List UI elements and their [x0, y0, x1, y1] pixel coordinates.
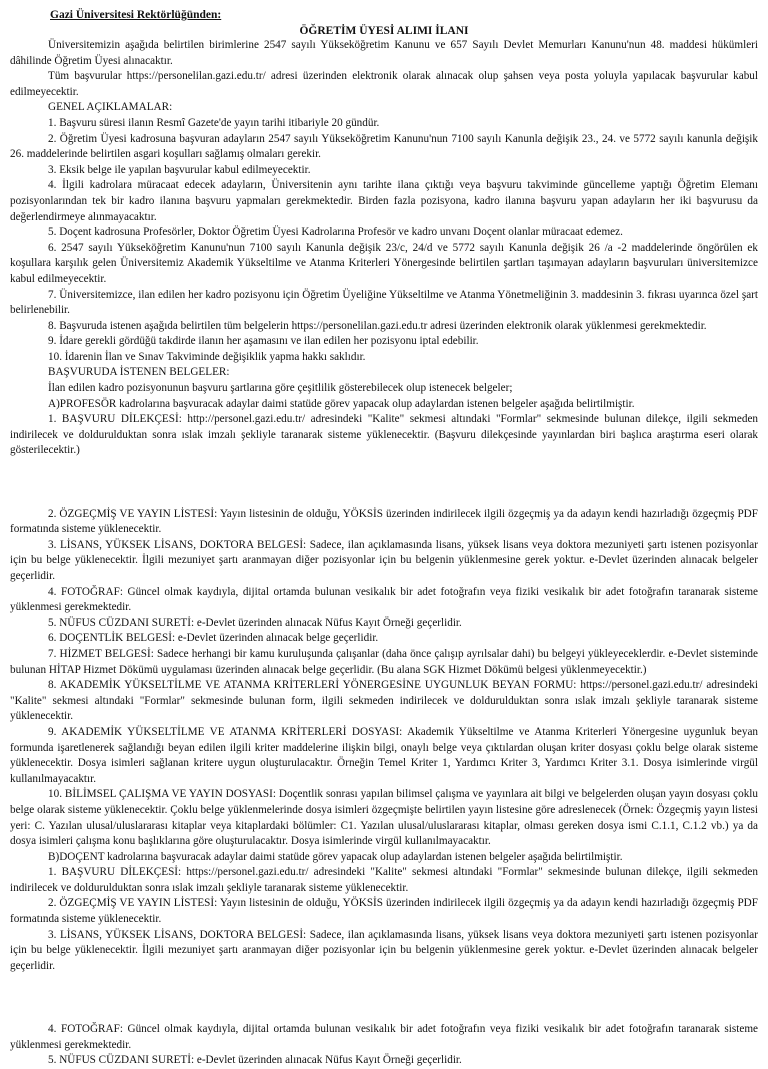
paragraph: 2. ÖZGEÇMİŞ VE YAYIN LİSTESİ: Yayın listesinin de olduğu, YÖKSİS üzerinden indirilecek ilgili özgeçmiş ya da adayın kendi hazırladığı özgeçmiş PDF formatında sisteme yüklenecektir.: [10, 507, 758, 536]
paragraph: 3. Eksik belge ile yapılan başvurular kabul edilmeyecektir.: [48, 163, 311, 176]
paragraph: 4. FOTOĞRAF: Güncel olmak kaydıyla, dijital ortamda bulunan vesikalık bir adet fotoğrafın veya fiziki vesikalık bir adet fotoğrafın taranarak sisteme yüklenmesi gerekmektedir.: [10, 1023, 758, 1051]
paragraph: İlan edilen kadro pozisyonunun başvuru şartlarına göre çeşitlilik gösterebilecek olup istenecek belgeler;: [48, 382, 513, 395]
paragraph: 3. LİSANS, YÜKSEK LİSANS, DOKTORA BELGESİ: Sadece, ilan açıklamasında lisans, yüksek lisans veya doktora mezuniyeti şartı istenen pozisyonlar için bu belge yüklenecektir. İlgili mezuniyet şartı aranmayan diğer pozisyonlar için bu belgenin yüklenmesine gerek yoktur. e-Devlet üzerinden alınacak belgeler geçerlidir.: [10, 538, 758, 582]
paragraph: GENEL AÇIKLAMALAR:: [48, 101, 173, 114]
paragraph: 5. NÜFUS CÜZDANI SURETİ: e-Devlet üzerinden alınacak Nüfus Kayıt Örneği geçerlidir.: [48, 1054, 462, 1067]
paragraph: 8. AKADEMİK YÜKSELTİLME VE ATANMA KRİTERLERİ YÖNERGESİNE UYGUNLUK BEYAN FORMU: https://personel.gazi.edu.tr/ adresindeki "Kalite" sekmesi altındaki "Formlar" sekmesinde bulunan form, ilgili sekmeden indirilecek ve doldurulduktan sonra ıslak imzalı şekliyle taranarak sisteme yüklenecektir.: [10, 679, 758, 723]
paragraph: 1. Başvuru süresi ilanın Resmî Gazete'de yayın tarihi itibariyle 20 gündür.: [48, 116, 380, 129]
paragraph: A)PROFESÖR kadrolarına başvuracak adaylar daimi statüde görev yapacak olup adaylardan istenen belgeler aşağıda belirtilmiştir.: [48, 397, 635, 410]
paragraph: 5. NÜFUS CÜZDANI SURETİ: e-Devlet üzerinden alınacak Nüfus Kayıt Örneği geçerlidir.: [48, 616, 462, 629]
paragraph: BAŞVURUDA İSTENEN BELGELER:: [48, 366, 230, 379]
paragraph: 1. BAŞVURU DİLEKÇESİ: http://personel.gazi.edu.tr/ adresindeki "Kalite" sekmesi altındaki "Formlar" sekmesinde bulunan dilekçe, ilgili sekmeden indirilecek ve doldurulduktan sonra ıslak imzalı şekliyle taranarak sisteme yüklenecektir. (Başvuru dilekçesinde yayınlardan biri başlıca araştırma eseri olarak gösterilecektir.): [10, 413, 758, 457]
document-title: ÖĞRETİM ÜYESİ ALIMI İLANI: [299, 25, 469, 37]
paragraph: 10. İdarenin İlan ve Sınav Takviminde değişiklik yapma hakkı saklıdır.: [48, 350, 366, 363]
paragraph: 6. 2547 sayılı Yükseköğretim Kanunu'nun 7100 sayılı Kanunla değişik 23/c, 24/d ve 5772 sayılı Kanunla değişik 26 /a -2 maddelerinde öngörülen ek koşullara karşılık gelen Üniversitemiz Akademik Yükseltilme ve Atanma Kriterleri Yönergesinde belirtilen şartları taşımayan adayların başvuruları üniversitemizce kabul edilmeyecektir.: [10, 241, 758, 285]
paragraph: 2. Öğretim Üyesi kadrosuna başvuran adayların 2547 sayılı Yükseköğretim Kanunu'nun 7100 sayılı Kanunla değişik 23., 24. ve 5772 sayılı kanunla değişik 26. maddelerinde belirtilen asgari koşulları sağlamış olmaları gerekir.: [10, 132, 758, 161]
paragraph: 9. İdare gerekli gördüğü takdirde ilanın her aşamasını ve ilan edilen her pozisyonu iptal edebilir.: [48, 335, 479, 348]
document-body: [10, 38, 758, 1069]
paragraph: 2. ÖZGEÇMİŞ VE YAYIN LİSTESİ: Yayın listesinin de olduğu, YÖKSİS üzerinden indirilecek ilgili özgeçmiş ya da adayın kendi hazırladığı özgeçmiş PDF formatında sisteme yüklenecektir.: [10, 897, 758, 926]
paragraph: 7. Üniversitemizce, ilan edilen her kadro pozisyonu için Öğretim Üyeliğine Yükseltilme ve Atanma Yönetmeliğinin 3. maddesinin 3. fıkrası uyarınca özel şart belirlenebilir.: [10, 288, 758, 317]
paragraph-spacer: [10, 475, 758, 491]
paragraph: 3. LİSANS, YÜKSEK LİSANS, DOKTORA BELGESİ: Sadece, ilan açıklamasında lisans, yüksek lisans veya doktora mezuniyeti şartı istenen pozisyonlar için bu belge yüklenecektir. İlgili mezuniyet şartı aranmayan diğer pozisyonlar için bu belgenin yüklenmesine gerek yoktur. e-Devlet üzerinden alınacak belgeler geçerlidir.: [10, 928, 758, 972]
paragraph: Üniversitemizin aşağıda belirtilen birimlerine 2547 sayılı Yükseköğretim Kanunu ve 657 Sayılı Devlet Memurları Kanunu'nun 48. maddesi hükümleri dâhilinde Öğretim Üyesi alınacaktır.: [10, 39, 758, 67]
document-header: Gazi Üniversitesi Rektörlüğünden:: [50, 9, 222, 21]
paragraph: Tüm başvurular https://personelilan.gazi.edu.tr/ adresi üzerinden elektronik olarak alınacak olup şahsen veya posta yoluyla yapılacak başvurular kabul edilmeyecektir.: [10, 70, 758, 98]
paragraph: 1. BAŞVURU DİLEKÇESİ: https://personel.gazi.edu.tr/ adresindeki "Kalite" sekmesi altındaki "Formlar" sekmesinde bulunan dilekçe, ilgili sekmeden indirilecek ve doldurulduktan sonra ıslak imzalı şekliyle taranarak sisteme yüklenecektir.: [10, 866, 758, 894]
paragraph-spacer: [10, 990, 758, 1006]
paragraph: 6. DOÇENTLİK BELGESİ: e-Devlet üzerinden alınacak belge geçerlidir.: [48, 632, 379, 645]
paragraph: 9. AKADEMİK YÜKSELTİLME VE ATANMA KRİTERLERİ DOSYASI: Akademik Yükseltilme ve Atanma Kriterleri Yönergesine uygunluk beyan formunda işaretlenerek sağlandığı beyan edilen ilgili kriter maddelerine ilişkin bilgi, onaylı belge veya çıktılardan oluşan kriter dosyası çoklu belge olarak sisteme yüklenecektir. Dosya isimleri sağlanan kritere uygun oluşturulacaktır. Örneğin Temel Kriter 1, Yardımcı Kriter 3, Yardımcı Kriter 3.1. Dosya isimlerinde virgül kullanılmayacaktır.: [10, 725, 758, 785]
paragraph: 5. Doçent kadrosuna Profesörler, Doktor Öğretim Üyesi Kadrolarına Profesör ve kadro unvanı Doçent olanlar müracaat edemez.: [48, 226, 623, 239]
paragraph: 4. FOTOĞRAF: Güncel olmak kaydıyla, dijital ortamda bulunan vesikalık bir adet fotoğrafın veya fiziki vesikalık bir adet fotoğrafın taranarak sisteme yüklenmesi gerekmektedir.: [10, 585, 758, 614]
paragraph: 10. BİLİMSEL ÇALIŞMA VE YAYIN DOSYASI: Doçentlik sonrası yapılan bilimsel çalışma ve yayınlara ait bilgi ve belgelerden oluşan yayın dosyası çoklu belge olarak sisteme yüklenecektir. Çoklu belge yüklenmelerinde dosya isimleri özgeçmişte belirtilen yayın listesine göre adreslenecek (Örnek: Özgeçmiş yayın listesi yeri: C. Yazılan ulusal/uluslararası kitaplar veya kitaplardaki bölümler: C1. Yazılan ulusal/uluslararası kitaplar, olması gereken dosya ismi C.1.1, C.1.2 vb.) ya da dosya isimleri çalışma konu başlıklarına göre oluşturulacaktır. Dosya isimlerinde virgül kullanılmayacaktır.: [10, 788, 758, 848]
paragraph: 7. HİZMET BELGESİ: Sadece herhangi bir kamu kuruluşunda çalışanlar (daha önce çalışıp ayrılsalar dahi) bu belgeyi yükleyeceklerdir. e-Devlet sisteminde bulunan HİTAP Hizmet Dökümü uygulaması üzerinden alınacak belge geçerlidir. (Bu alana SGK Hizmet Dökümü belgesi yüklenmeyecektir.): [10, 647, 758, 676]
paragraph: B)DOÇENT kadrolarına başvuracak adaylar daimi statüde görev yapacak olup adaylardan istenen belgeler aşağıda belirtilmiştir.: [48, 850, 623, 863]
paragraph: 4. İlgili kadrolara müracaat edecek adayların, Üniversitenin aynı tarihte ilana çıktığı veya başvuru takviminde güncelleme yaptığı Öğretim Elemanı pozisyonlarından tek bir kadro ilanına başvuru yapmaları gerekmektedir. Birden fazla pozisyona, kadro ilanına başvuru yapan adayların her iki başvurusu da değerlendirmeye alınmayacaktır.: [10, 179, 758, 223]
paragraph: 8. Başvuruda istenen aşağıda belirtilen tüm belgelerin https://personelilan.gazi.edu.tr adresi üzerinden elektronik olarak yüklenmesi gerekmektedir.: [48, 319, 707, 332]
